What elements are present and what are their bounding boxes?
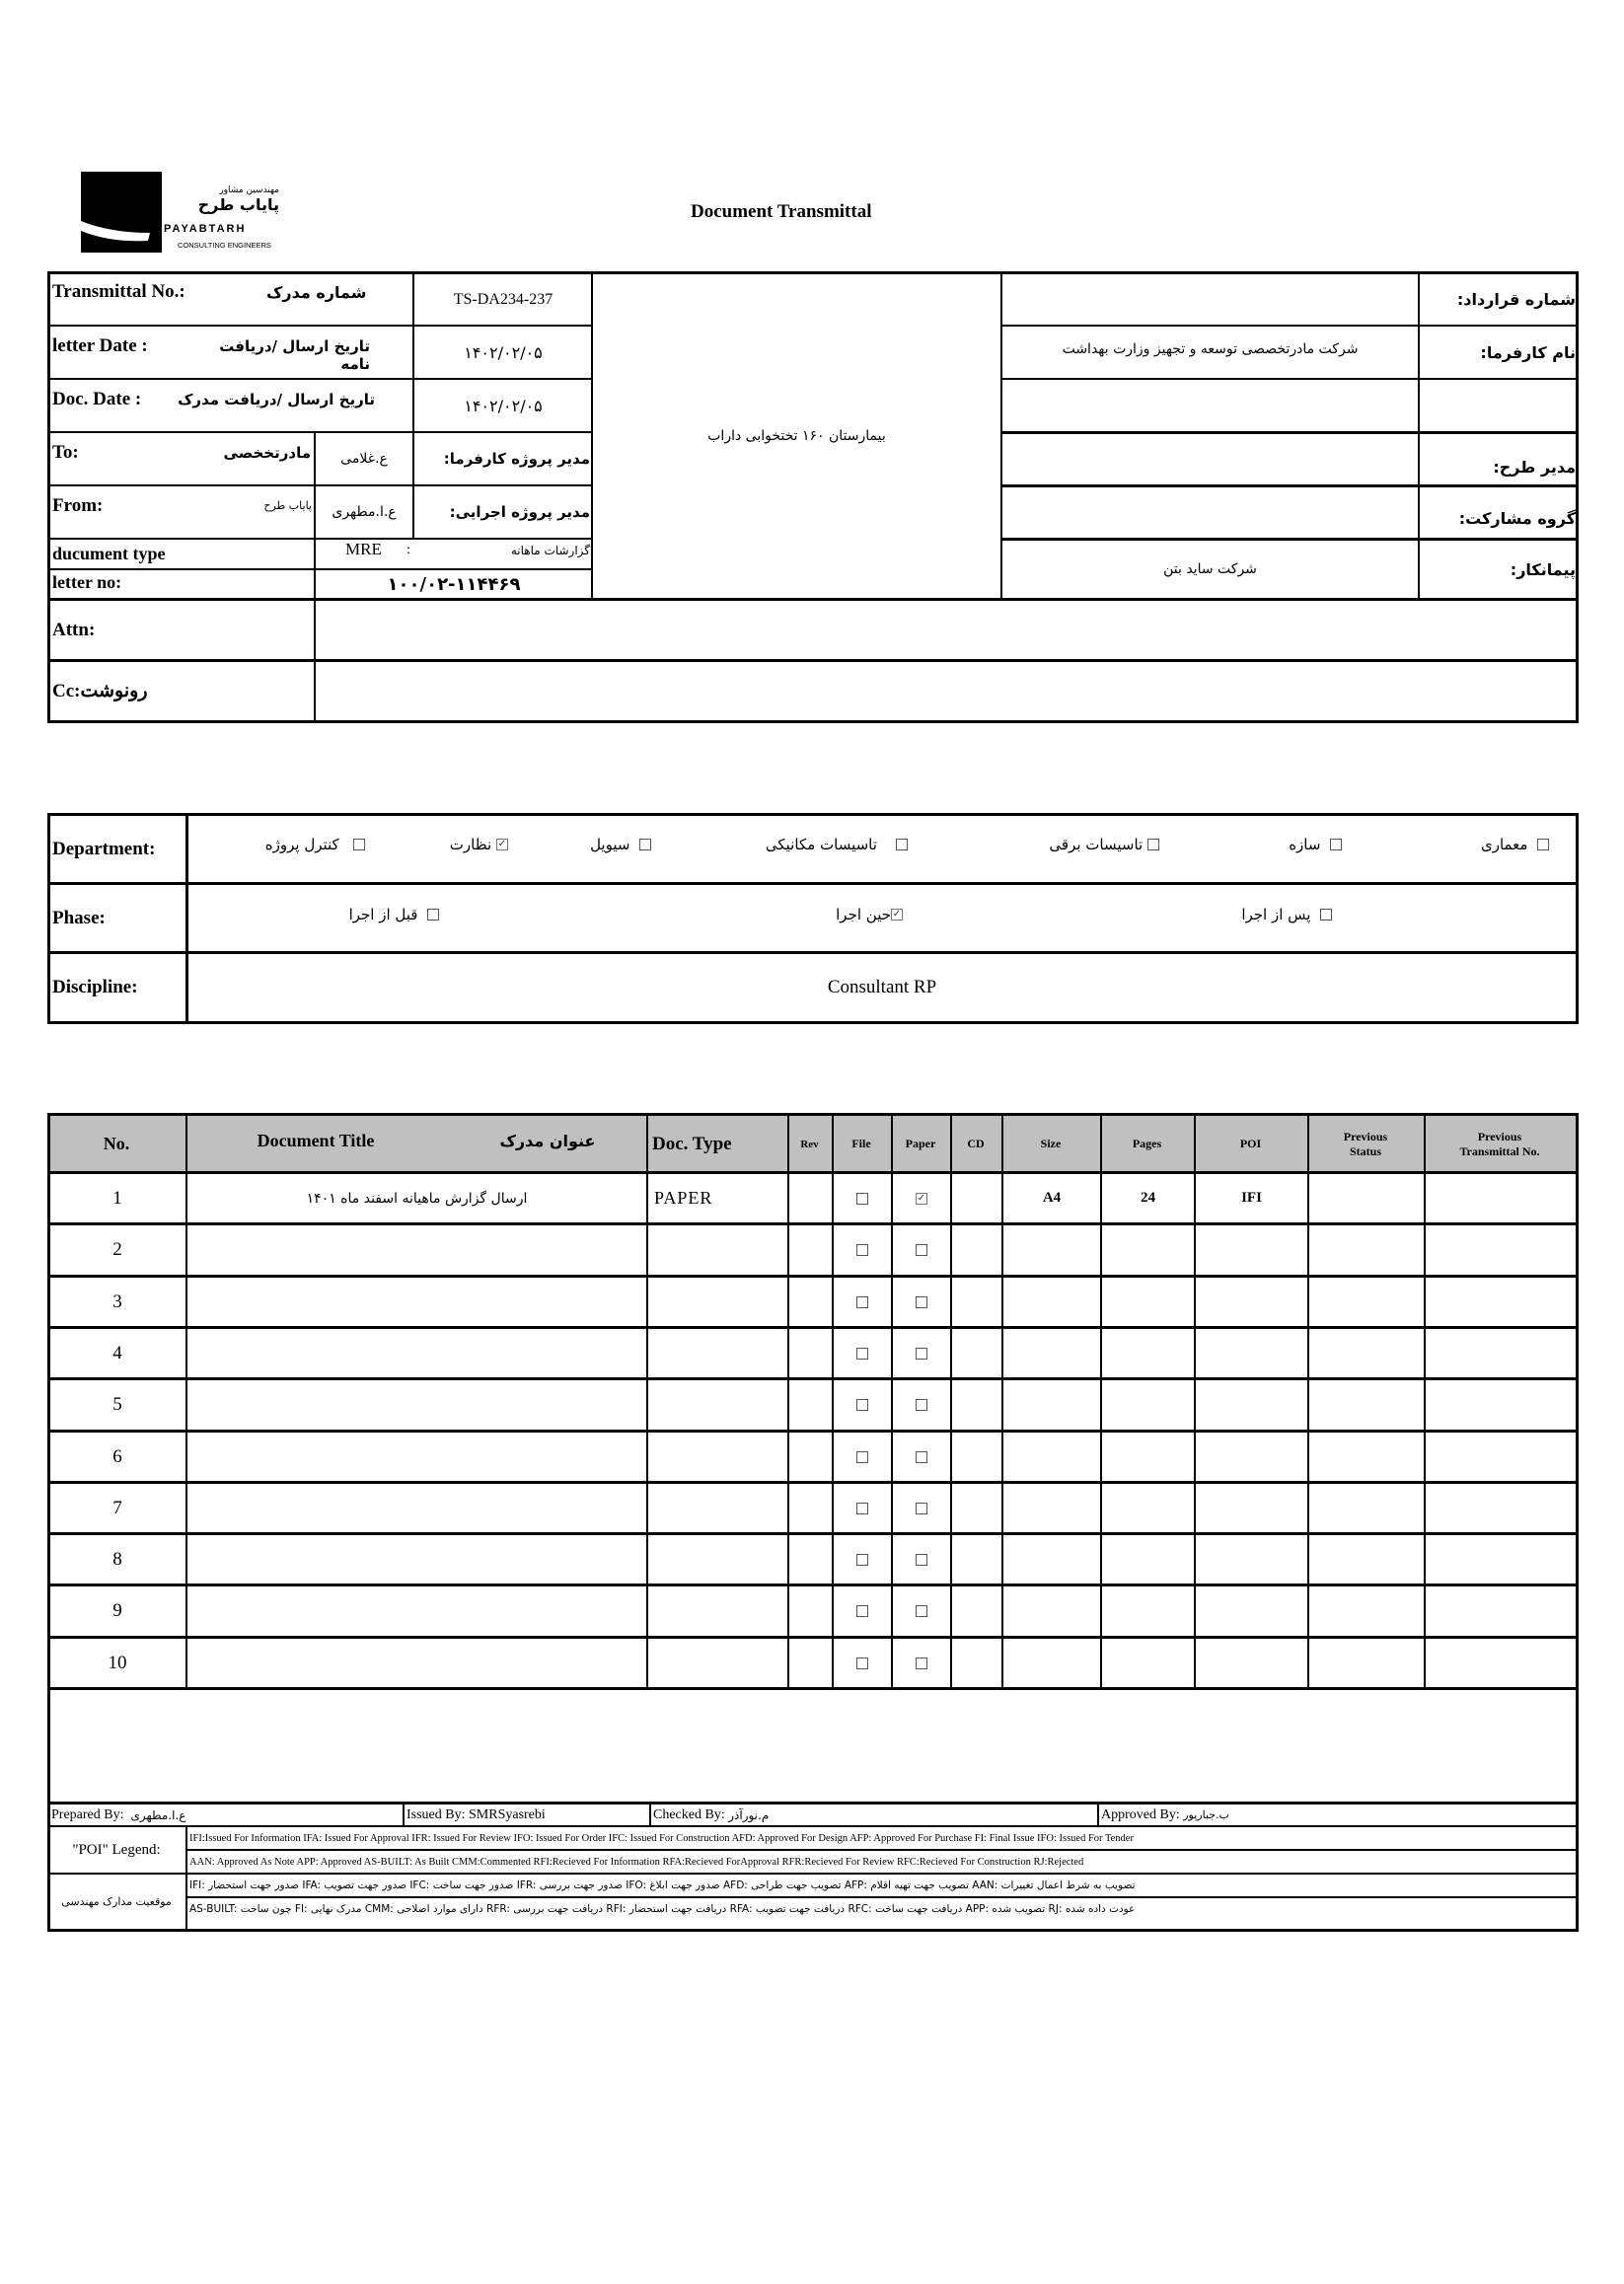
prepared-by-label: Prepared By: bbox=[51, 1806, 124, 1822]
file-checkbox[interactable] bbox=[856, 1605, 868, 1617]
cell-prev-transmittal bbox=[1426, 1535, 1579, 1584]
checkbox-before-execution[interactable] bbox=[427, 909, 439, 921]
cell-cd bbox=[952, 1586, 1001, 1635]
discipline-label: Discipline: bbox=[52, 977, 138, 997]
cell-no: 9 bbox=[112, 1599, 122, 1621]
cell-pages bbox=[1102, 1380, 1194, 1429]
document-type-label: ducument type bbox=[52, 544, 166, 563]
to-label: To: bbox=[52, 442, 79, 463]
cell-file[interactable] bbox=[834, 1380, 891, 1429]
cell-prev-status bbox=[1309, 1329, 1424, 1377]
checked-by-value: م.نورآذر bbox=[728, 1807, 770, 1822]
cell-poi bbox=[1196, 1484, 1307, 1532]
cell-paper[interactable] bbox=[893, 1174, 950, 1222]
cell-poi bbox=[1196, 1433, 1307, 1481]
paper-checkbox[interactable] bbox=[916, 1451, 927, 1463]
cell-size bbox=[1003, 1586, 1100, 1635]
cell-rev bbox=[789, 1278, 832, 1326]
cell-prev-transmittal bbox=[1426, 1484, 1579, 1532]
cell-cd bbox=[952, 1535, 1001, 1584]
cell-cd bbox=[952, 1639, 1001, 1687]
employer-value: شرکت مادرتخصصی توسعه و تجهیز وزارت بهداشت bbox=[1062, 341, 1359, 357]
cell-rev bbox=[789, 1484, 832, 1532]
doc-date-label-fa: تاریخ ارسال /دریافت مدرک bbox=[178, 391, 375, 408]
cell-cd bbox=[952, 1278, 1001, 1326]
phase-label: Phase: bbox=[52, 907, 106, 928]
cell-file[interactable] bbox=[834, 1174, 891, 1222]
cell-file[interactable] bbox=[834, 1278, 891, 1326]
cell-no: 6 bbox=[112, 1445, 122, 1467]
logo-subtitle-en: CONSULTING ENGINEERS bbox=[178, 241, 271, 250]
cell-size bbox=[1003, 1278, 1100, 1326]
paper-checkbox[interactable]: ✓ bbox=[917, 1192, 926, 1204]
cell-pages bbox=[1102, 1639, 1194, 1687]
document-type-separator: : bbox=[406, 543, 410, 557]
checked-by bbox=[653, 1805, 769, 1825]
department-project-control[interactable]: کنترل پروژه bbox=[247, 836, 365, 853]
cell-doc-type bbox=[648, 1278, 787, 1326]
cell-rev bbox=[789, 1225, 832, 1274]
cell-pages bbox=[1102, 1586, 1194, 1635]
cell-file[interactable] bbox=[834, 1484, 891, 1532]
cell-prev-status bbox=[1309, 1278, 1424, 1326]
cell-prev-transmittal bbox=[1426, 1639, 1579, 1687]
employer-label: نام کارفرما: bbox=[1480, 342, 1576, 362]
cell-no: 4 bbox=[112, 1342, 122, 1363]
blank-label bbox=[1421, 380, 1576, 431]
paper-checkbox[interactable] bbox=[916, 1244, 927, 1256]
header-cd: CD bbox=[967, 1137, 985, 1150]
discipline-value: Consultant RP bbox=[827, 977, 937, 997]
prepared-by-value: ع.ا.مطهری bbox=[130, 1807, 186, 1822]
department-electrical[interactable]: تاسیسات برقی bbox=[1016, 836, 1159, 853]
checkbox-structure[interactable] bbox=[1330, 839, 1342, 850]
letter-date-label-fa: تاریخ ارسال /دریافت نامه bbox=[219, 337, 370, 373]
cell-doc-type bbox=[648, 1225, 787, 1274]
cell-file[interactable] bbox=[834, 1433, 891, 1481]
cell-poi bbox=[1196, 1329, 1307, 1377]
approved-by-label: Approved By: bbox=[1101, 1806, 1180, 1822]
checkbox-project-control[interactable] bbox=[353, 839, 365, 850]
cell-poi bbox=[1196, 1586, 1307, 1635]
cell-rev bbox=[789, 1174, 832, 1222]
document-status-label: موقعیت مدارک مهندسی bbox=[61, 1895, 172, 1908]
cell-prev-status bbox=[1309, 1484, 1424, 1532]
cell-prev-status bbox=[1309, 1433, 1424, 1481]
logo-tagline-fa: مهندسین مشاور bbox=[219, 185, 279, 195]
contractor-label: پیمانکار: bbox=[1510, 559, 1576, 579]
cell-poi bbox=[1196, 1535, 1307, 1584]
header-rev: Rev bbox=[800, 1138, 819, 1150]
cell-title bbox=[187, 1586, 646, 1635]
cell-prev-transmittal bbox=[1426, 1329, 1579, 1377]
cell-doc-type: PAPER bbox=[654, 1188, 713, 1208]
approved-by bbox=[1101, 1805, 1229, 1825]
header-previous-status: Previous Status bbox=[1343, 1129, 1388, 1158]
cell-poi bbox=[1196, 1225, 1307, 1274]
department-structure[interactable]: سازه bbox=[1243, 836, 1342, 853]
cell-paper[interactable] bbox=[893, 1484, 950, 1532]
cell-file[interactable] bbox=[834, 1535, 891, 1584]
cell-title bbox=[187, 1535, 646, 1584]
paper-checkbox[interactable] bbox=[916, 1503, 927, 1514]
cell-paper[interactable] bbox=[893, 1535, 950, 1584]
header-doc-type: Doc. Type bbox=[652, 1133, 732, 1154]
cell-title bbox=[187, 1278, 646, 1326]
to-value: مادرتخخصی bbox=[223, 444, 311, 462]
from-label: From: bbox=[52, 495, 104, 516]
department-supervision[interactable]: ✓ نظارت bbox=[449, 836, 507, 853]
cell-file[interactable] bbox=[834, 1329, 891, 1377]
cell-no: 3 bbox=[112, 1290, 122, 1312]
to-person: ع.غلامی bbox=[340, 451, 388, 467]
header-poi: POI bbox=[1239, 1137, 1262, 1150]
cell-size bbox=[1003, 1484, 1100, 1532]
cell-poi: IFI bbox=[1241, 1190, 1262, 1206]
paper-checkbox[interactable] bbox=[916, 1554, 927, 1566]
to-role: مدیر پروژه کارفرما: bbox=[443, 450, 590, 468]
prepared-by bbox=[51, 1805, 185, 1825]
file-checkbox[interactable] bbox=[856, 1244, 868, 1256]
cc-field[interactable] bbox=[316, 662, 1576, 720]
file-checkbox[interactable] bbox=[856, 1348, 868, 1360]
cell-rev bbox=[789, 1586, 832, 1635]
department-mechanical[interactable]: تاسیسات مکانیکی bbox=[740, 836, 908, 853]
cell-pages bbox=[1102, 1433, 1194, 1481]
cell-prev-status bbox=[1309, 1535, 1424, 1584]
cell-cd bbox=[952, 1225, 1001, 1274]
phase-before-execution[interactable]: قبل از اجرا bbox=[335, 906, 439, 923]
partnership-group-label: گروه مشارکت: bbox=[1458, 508, 1576, 528]
blank-value bbox=[1002, 380, 1418, 431]
cell-rev bbox=[789, 1329, 832, 1377]
cell-paper[interactable] bbox=[893, 1329, 950, 1377]
cell-paper[interactable] bbox=[893, 1433, 950, 1481]
cell-rev bbox=[789, 1535, 832, 1584]
transmittal-no-label-fa: شماره مدرک bbox=[266, 283, 367, 302]
paper-checkbox[interactable] bbox=[916, 1348, 927, 1360]
cell-no: 1 bbox=[112, 1187, 122, 1209]
cell-no: 5 bbox=[112, 1393, 122, 1415]
checkbox-civil[interactable] bbox=[639, 839, 651, 850]
file-checkbox[interactable] bbox=[856, 1451, 868, 1463]
cell-size bbox=[1003, 1535, 1100, 1584]
logo-name-en: PAYABTARH bbox=[164, 223, 247, 235]
attn-field[interactable] bbox=[316, 601, 1576, 659]
cell-prev-status bbox=[1309, 1639, 1424, 1687]
header-pages: Pages bbox=[1132, 1137, 1162, 1150]
cell-pages bbox=[1102, 1225, 1194, 1274]
poi-legend-label: "POI" Legend: bbox=[72, 1841, 161, 1858]
cell-doc-type bbox=[648, 1639, 787, 1687]
letter-date-value: ۱۴۰۲/۰۲/۰۵ bbox=[464, 342, 543, 362]
letter-no-value: ۱۰۰/۰۲-۱۱۴۴۶۹ bbox=[387, 573, 521, 595]
cell-prev-status bbox=[1309, 1225, 1424, 1274]
cc-label: Cc:رونوشت bbox=[52, 681, 148, 701]
cell-poi bbox=[1196, 1278, 1307, 1326]
header-previous-transmittal: Previous Transmittal No. bbox=[1459, 1129, 1540, 1158]
cell-title: ارسال گزارش ماهیانه اسفند ماه ۱۴۰۱ bbox=[306, 1190, 528, 1207]
cell-doc-type bbox=[648, 1535, 787, 1584]
doc-date-value: ۱۴۰۲/۰۲/۰۵ bbox=[464, 396, 543, 415]
cell-paper[interactable] bbox=[893, 1278, 950, 1326]
cell-prev-status bbox=[1309, 1586, 1424, 1635]
checkbox-architecture[interactable] bbox=[1537, 839, 1549, 850]
transmittal-no-label: Transmittal No.: bbox=[52, 281, 185, 302]
department-civil[interactable]: سیویل bbox=[562, 836, 651, 853]
cell-size bbox=[1003, 1380, 1100, 1429]
cell-rev bbox=[789, 1639, 832, 1687]
header-file: File bbox=[851, 1137, 871, 1150]
partnership-group-value bbox=[1002, 487, 1418, 538]
document-status-line-1: IFI: صدور جهت استحضار IFA: صدور جهت تصویب IFC: صدور جهت ساخت IFR: صدور جهت بررسی IFO: صدور جهت ابلاغ AFD: تصویب جهت طراحی AFP: تصویب جهت تهیه اقلام AAN: تصویب به شرط اعمال تغییرات bbox=[189, 1879, 1136, 1891]
issued-by-label: Issued By: bbox=[406, 1806, 466, 1822]
contractor-value: شرکت ساید بتن bbox=[1163, 561, 1257, 577]
cell-paper[interactable] bbox=[893, 1639, 950, 1687]
doc-date-label: Doc. Date : bbox=[52, 389, 142, 409]
cell-pages bbox=[1102, 1535, 1194, 1584]
cell-no: 10 bbox=[108, 1652, 127, 1673]
cell-size bbox=[1003, 1329, 1100, 1377]
cell-doc-type bbox=[648, 1329, 787, 1377]
cell-no: 2 bbox=[112, 1238, 122, 1260]
cell-title bbox=[187, 1380, 646, 1429]
cell-pages bbox=[1102, 1484, 1194, 1532]
file-checkbox[interactable] bbox=[856, 1658, 868, 1669]
cell-cd bbox=[952, 1433, 1001, 1481]
cell-title bbox=[187, 1639, 646, 1687]
cell-doc-type bbox=[648, 1586, 787, 1635]
cell-no: 7 bbox=[112, 1497, 122, 1518]
header-title-en: Document Title bbox=[257, 1130, 375, 1150]
department-label: Department: bbox=[52, 838, 156, 859]
phase-during-execution[interactable]: ✓ حین اجرا bbox=[836, 906, 902, 923]
company-logo-mark bbox=[81, 172, 162, 253]
cell-file[interactable] bbox=[834, 1639, 891, 1687]
cell-prev-transmittal bbox=[1426, 1433, 1579, 1481]
issued-by-value: SMRSyasrebi bbox=[469, 1806, 546, 1822]
cell-prev-transmittal bbox=[1426, 1278, 1579, 1326]
document-status-line-2: AS-BUILT: چون ساخت FI: مدرک نهایی CMM: دارای موارد اصلاحی RFR: دریافت جهت بررسی RFI: دریافت جهت استحضار RFA: دریافت جهت تصویب RFC: دریافت جهت ساخت APP: تصویب شده RJ: عودت داده شده bbox=[189, 1903, 1136, 1915]
cell-pages bbox=[1102, 1278, 1194, 1326]
cell-size bbox=[1003, 1225, 1100, 1274]
letter-date-label: letter Date : bbox=[52, 335, 148, 356]
checked-by-label: Checked By: bbox=[653, 1806, 725, 1822]
cell-prev-transmittal bbox=[1426, 1225, 1579, 1274]
transmittal-no-value: TS-DA234-237 bbox=[453, 291, 554, 308]
cell-file[interactable] bbox=[834, 1225, 891, 1274]
cell-cd bbox=[952, 1380, 1001, 1429]
file-checkbox[interactable] bbox=[856, 1193, 868, 1205]
cell-title bbox=[187, 1329, 646, 1377]
poi-legend-line-2: AAN: Approved As Note APP: Approved AS-BUILT: As Built CMM:Commented RFI:Recieved For Information RFA:Recieved ForApproval RFR:Recieved For Review RFC:Recieved For Construction RJ:Rejected bbox=[189, 1856, 1084, 1868]
cell-title bbox=[187, 1433, 646, 1481]
issued-by bbox=[406, 1805, 546, 1825]
cell-size: A4 bbox=[1042, 1190, 1062, 1206]
cell-pages: 24 bbox=[1141, 1190, 1155, 1206]
checkbox-after-execution[interactable] bbox=[1320, 909, 1332, 921]
cell-paper[interactable] bbox=[893, 1225, 950, 1274]
paper-checkbox[interactable] bbox=[916, 1399, 927, 1411]
cell-cd bbox=[952, 1174, 1001, 1222]
file-checkbox[interactable] bbox=[856, 1296, 868, 1308]
from-person: ع.ا.مطهری bbox=[332, 504, 397, 520]
logo-name-fa: پایاب طرح bbox=[197, 195, 279, 214]
cell-paper[interactable] bbox=[893, 1380, 950, 1429]
project-manager-label: مدیر طرح: bbox=[1493, 457, 1576, 477]
phase-after-execution[interactable]: پس از اجرا bbox=[1223, 906, 1332, 923]
cell-pages bbox=[1102, 1329, 1194, 1377]
document-type-code: MRE bbox=[345, 540, 382, 558]
cell-poi bbox=[1196, 1639, 1307, 1687]
project-manager-value bbox=[1002, 434, 1418, 484]
cell-no: 8 bbox=[112, 1548, 122, 1570]
file-checkbox[interactable] bbox=[856, 1503, 868, 1514]
cell-cd bbox=[952, 1484, 1001, 1532]
cell-prev-transmittal bbox=[1426, 1380, 1579, 1429]
attn-label: Attn: bbox=[52, 619, 96, 640]
checkbox-supervision[interactable]: ✓ bbox=[497, 839, 507, 849]
contract-number-label: شماره قرارداد: bbox=[1456, 290, 1576, 309]
paper-checkbox[interactable] bbox=[916, 1296, 927, 1308]
cell-size bbox=[1003, 1639, 1100, 1687]
cell-rev bbox=[789, 1433, 832, 1481]
header-size: Size bbox=[1040, 1137, 1062, 1150]
letter-no-label: letter no: bbox=[52, 572, 122, 592]
cell-rev bbox=[789, 1380, 832, 1429]
header-no: No. bbox=[103, 1134, 130, 1153]
checkbox-mechanical[interactable] bbox=[896, 839, 908, 850]
cell-paper[interactable] bbox=[893, 1586, 950, 1635]
cell-file[interactable] bbox=[834, 1586, 891, 1635]
approved-by-value: ب.جبارپور bbox=[1183, 1808, 1229, 1821]
table-row-divider bbox=[47, 1687, 1579, 1690]
cell-prev-transmittal bbox=[1426, 1174, 1579, 1222]
cell-title bbox=[187, 1484, 646, 1532]
header-paper: Paper bbox=[905, 1137, 936, 1150]
cell-doc-type bbox=[648, 1484, 787, 1532]
department-architecture[interactable]: معماری bbox=[1421, 836, 1549, 853]
contract-number-value bbox=[1002, 274, 1418, 325]
cell-size bbox=[1003, 1433, 1100, 1481]
checkbox-electrical[interactable] bbox=[1147, 839, 1159, 850]
file-checkbox[interactable] bbox=[856, 1399, 868, 1411]
cell-cd bbox=[952, 1329, 1001, 1377]
paper-checkbox[interactable] bbox=[916, 1658, 927, 1669]
cell-prev-status bbox=[1309, 1380, 1424, 1429]
cell-title bbox=[187, 1225, 646, 1274]
file-checkbox[interactable] bbox=[856, 1554, 868, 1566]
cell-doc-type bbox=[648, 1433, 787, 1481]
header-title-fa: عنوان مدرک bbox=[499, 1131, 596, 1150]
from-role: مدیر پروژه اجرایی: bbox=[449, 503, 590, 521]
cell-prev-transmittal bbox=[1426, 1586, 1579, 1635]
poi-legend-line-1: IFI:Issued For Information IFA: Issued For Approval IFR: Issued For Review IFO: Issued For Order IFC: Issued For Construction AFD: Approved For Design AFP: Approved For Purchase FI: Final Issue IFO: Issued For Tender bbox=[189, 1832, 1134, 1844]
project-name: بیمارستان ۱۶۰ تختخوابی داراب bbox=[707, 428, 886, 444]
document-title: Document Transmittal bbox=[691, 201, 872, 222]
cell-poi bbox=[1196, 1380, 1307, 1429]
cell-prev-status bbox=[1309, 1174, 1424, 1222]
cell-doc-type bbox=[648, 1380, 787, 1429]
checkbox-during-execution[interactable]: ✓ bbox=[892, 909, 902, 920]
document-type-fa: گزارشات ماهانه bbox=[510, 544, 590, 557]
paper-checkbox[interactable] bbox=[916, 1605, 927, 1617]
from-value: پایاب طرح bbox=[263, 499, 312, 512]
